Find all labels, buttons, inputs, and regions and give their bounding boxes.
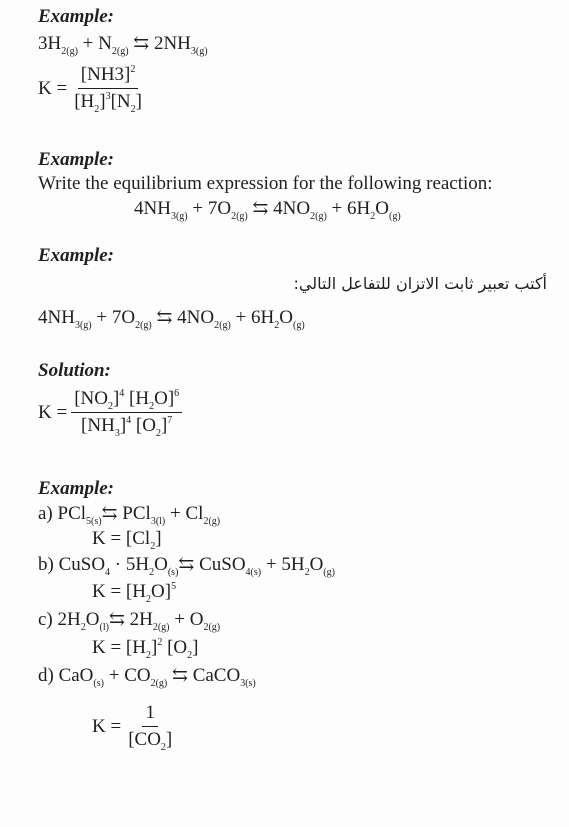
example-heading-3: Example: bbox=[38, 245, 114, 266]
example-heading-4: Example: bbox=[38, 478, 114, 499]
solution-heading: Solution: bbox=[38, 360, 111, 381]
k-expression-4a: $K = [Cl_2]$ bbox=[92, 528, 162, 552]
k-expression-4b: $K = [H_2O]^5$ bbox=[92, 581, 177, 605]
reaction-4a: a) PCl$_{5(s)}$⇆ $PCl_{3(l)} + Cl_{2(g)}$ bbox=[38, 503, 221, 527]
example-heading-2: Example: bbox=[38, 149, 114, 170]
arabic-instruction: أكتب تعبير ثابت الاتزان للتفاعل التالي: bbox=[293, 274, 547, 293]
reaction-3: $4NH_{3(g)} + 7O_{2(g)}$ ⇆ $4NO_{2(g)} + 6H_2O_{(g)}$ bbox=[38, 307, 305, 331]
instruction-text: Write the equilibrium expression for the following reaction: bbox=[38, 173, 493, 194]
k-expression-4c: $K = [H_2]^2$ $[O_2]$ bbox=[92, 637, 199, 661]
k-expression-4d: K = $\frac{1}{[CO_2]}$ bbox=[92, 702, 173, 753]
reaction-4d: d) $CaO_{(s)} + CO_{2(g)}$ ⇆ CaCO$_{3(s)}$ bbox=[38, 665, 256, 689]
reaction-2: $4NH_{3(g)} + 7O_{2(g)}$ ⇆ $4NO_{2(g)} + 6H_2O_{(g)}$ bbox=[134, 198, 401, 222]
k-expression-1: K = $\frac{[NH3]^2}{[H_2]^3[N_2]}$ bbox=[38, 64, 142, 115]
k-expression-solution: K = $\frac{[NO_2]^4 [H_2O]^6}{[NH_3]^4 [O_2]^7}$ bbox=[38, 388, 182, 437]
example-heading-1: Example: bbox=[38, 6, 114, 27]
reaction-4c: c) $2H_2O_{(l)}⇆$ $2H_{2(g)} + O_{2(g)}$ bbox=[38, 609, 221, 633]
reaction-1: $3H_{2(g)} + N_{2(g)}$ ⇆ $2NH_{3(g)}$ bbox=[38, 33, 208, 57]
reaction-4b: b) CuSO$_4$ · $5H_2O_{(s)}⇆$ CuSO$_{4(s)}$ + $5H_2O_{(g)}$ bbox=[38, 554, 335, 578]
